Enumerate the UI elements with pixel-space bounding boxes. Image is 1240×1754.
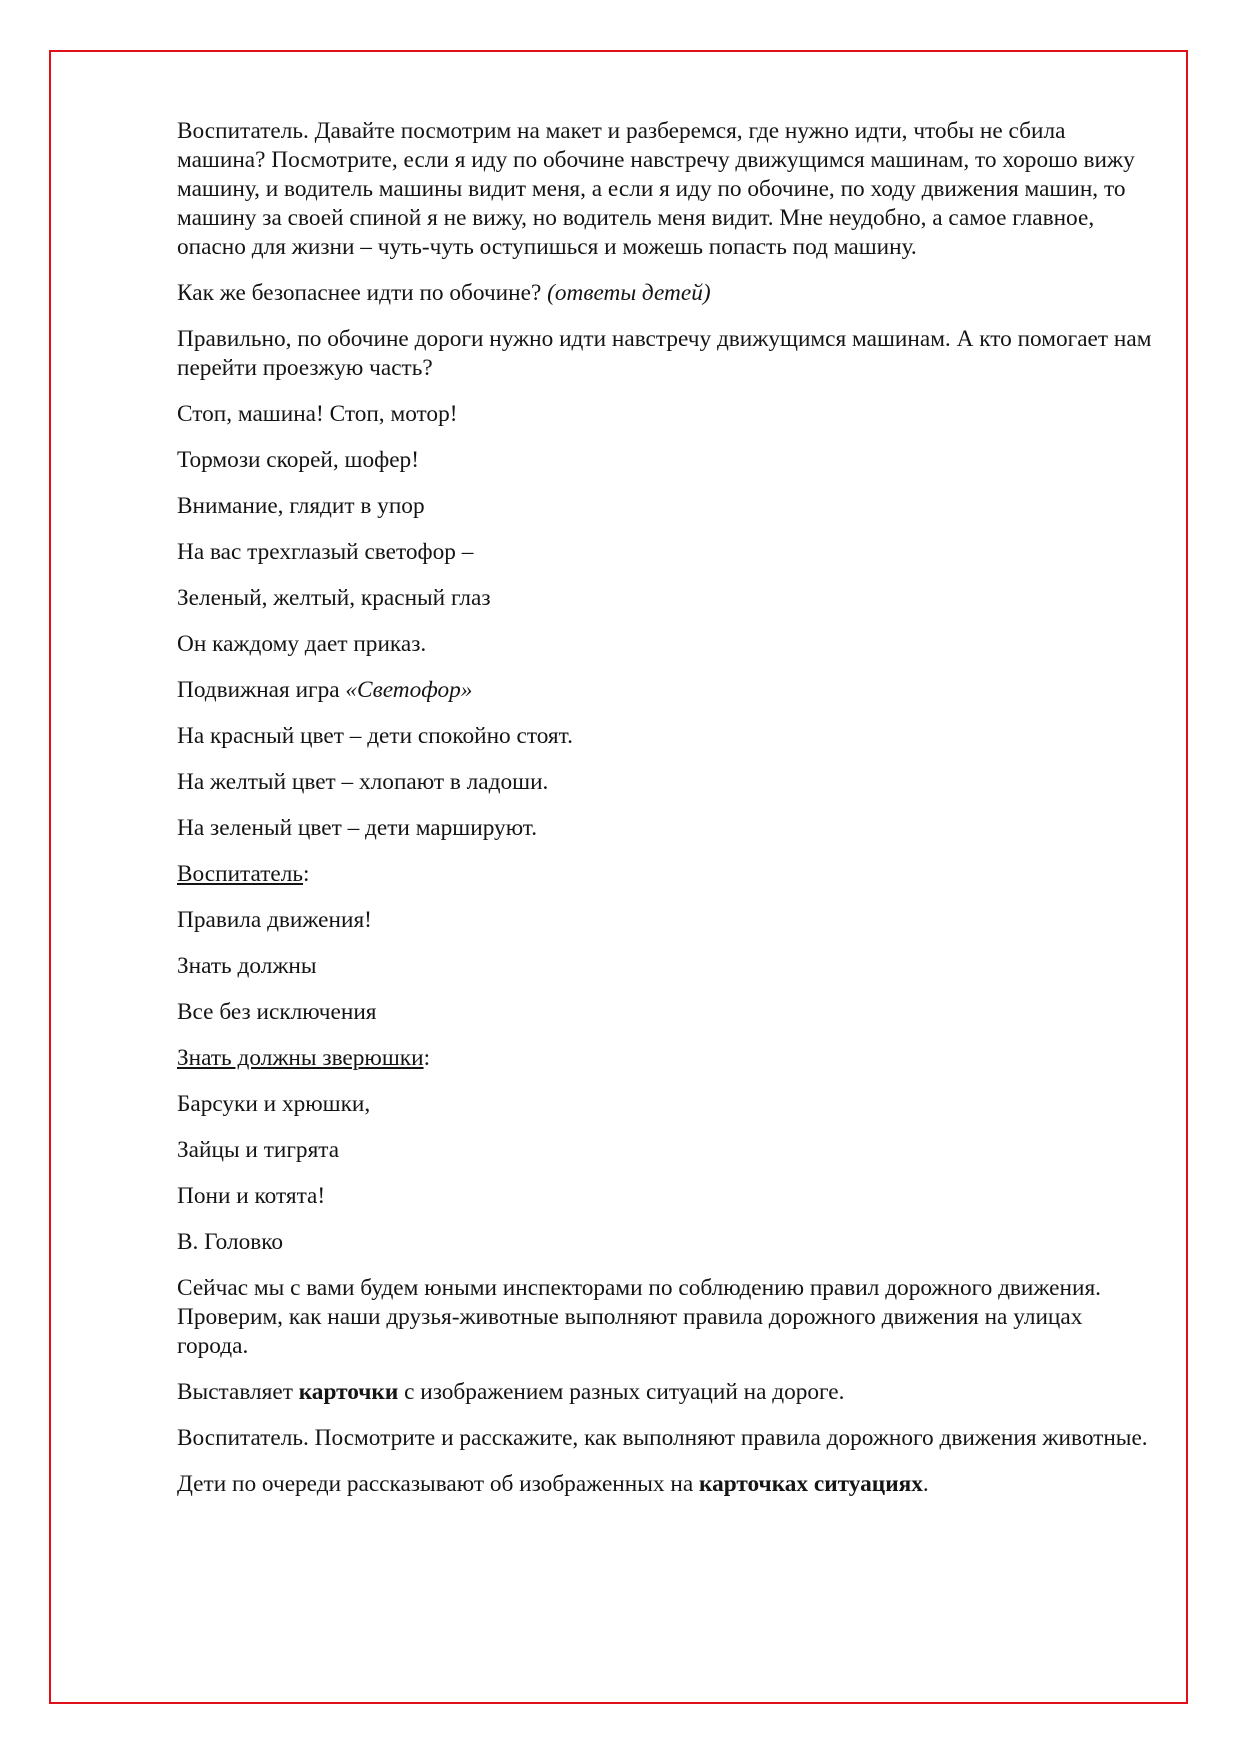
poem-line: Все без исключения [177, 999, 377, 1025]
poem-line: Знать должны [177, 953, 317, 979]
cards-tail: с изображением разных ситуаций на дороге. [398, 1379, 845, 1405]
game-rule: На зеленый цвет – дети маршируют. [177, 815, 538, 841]
question-text: Как же безопаснее идти по обочине? [177, 280, 548, 306]
document-body [177, 117, 1157, 1516]
game-name: «Светофор» [345, 677, 473, 703]
children-answers-note: (ответы детей) [547, 280, 711, 306]
game-title-label: Подвижная игра [177, 677, 346, 703]
poem-line: Тормози скорей, шофер! [177, 447, 419, 473]
poem-colon: : [423, 1045, 431, 1071]
paragraph-children-tell [177, 1470, 1157, 1499]
paragraph-cards [177, 1378, 1157, 1407]
poem-line: Пони и котята! [177, 1183, 326, 1209]
paragraph-answer: Правильно, по обочине дороги нужно идти навстречу движущимся машинам. А кто помогает нам перейти проезжую часть? [177, 326, 1152, 381]
children-text: Дети по очереди рассказывают об изображенных на [177, 1471, 699, 1497]
paragraph-question [177, 279, 1157, 308]
poem-line: На вас трехглазый светофор – [177, 539, 474, 565]
speaker-name: Воспитатель [177, 861, 304, 887]
poem-line: Барсуки и хрюшки, [177, 1091, 371, 1117]
poem-line: Он каждому дает приказ. [177, 631, 427, 657]
poem-line: Стоп, машина! Стоп, мотор! [177, 401, 458, 427]
poem-line [177, 1044, 1157, 1073]
speaker-colon: : [303, 861, 310, 887]
cards-text: Выставляет [177, 1379, 299, 1405]
poem-author: В. Головко [177, 1229, 284, 1255]
children-bold: карточках ситуациях [699, 1471, 923, 1497]
poem-underlined: Знать должны зверюшки [177, 1045, 424, 1071]
paragraph-inspectors: Сейчас мы с вами будем юными инспекторами по соблюдению правил дорожного движения. Проверим, как наши друзья-животные выполняют правила дорожного движения на улицах города. [177, 1275, 1101, 1359]
speaker-line [177, 860, 1157, 889]
game-rule: На желтый цвет – хлопают в ладоши. [177, 769, 549, 795]
paragraph-look: Воспитатель. Посмотрите и расскажите, как выполняют правила дорожного движения животные. [177, 1425, 1148, 1451]
poem-line: Внимание, глядит в упор [177, 493, 425, 519]
game-title [177, 676, 1157, 705]
game-rule: На красный цвет – дети спокойно стоят. [177, 723, 573, 749]
poem-line: Правила движения! [177, 907, 372, 933]
poem-line: Зайцы и тигрята [177, 1137, 340, 1163]
children-tail: . [922, 1471, 929, 1497]
poem-line: Зеленый, желтый, красный глаз [177, 585, 491, 611]
cards-bold: карточки [298, 1379, 399, 1405]
paragraph-intro: Воспитатель. Давайте посмотрим на макет и разберемся, где нужно идти, чтобы не сбила машина? Посмотрите, если я иду по обочине навстречу движущимся машинам, то хорошо вижу машину, и водитель машины видит меня, а если я иду по обочине, по ходу движения машин, то машину за своей спиной я не вижу, но водитель меня видит. Мне неудобно, а самое главное, опасно для жизни – чуть-чуть оступишься и можешь попасть под машину. [177, 118, 1135, 260]
